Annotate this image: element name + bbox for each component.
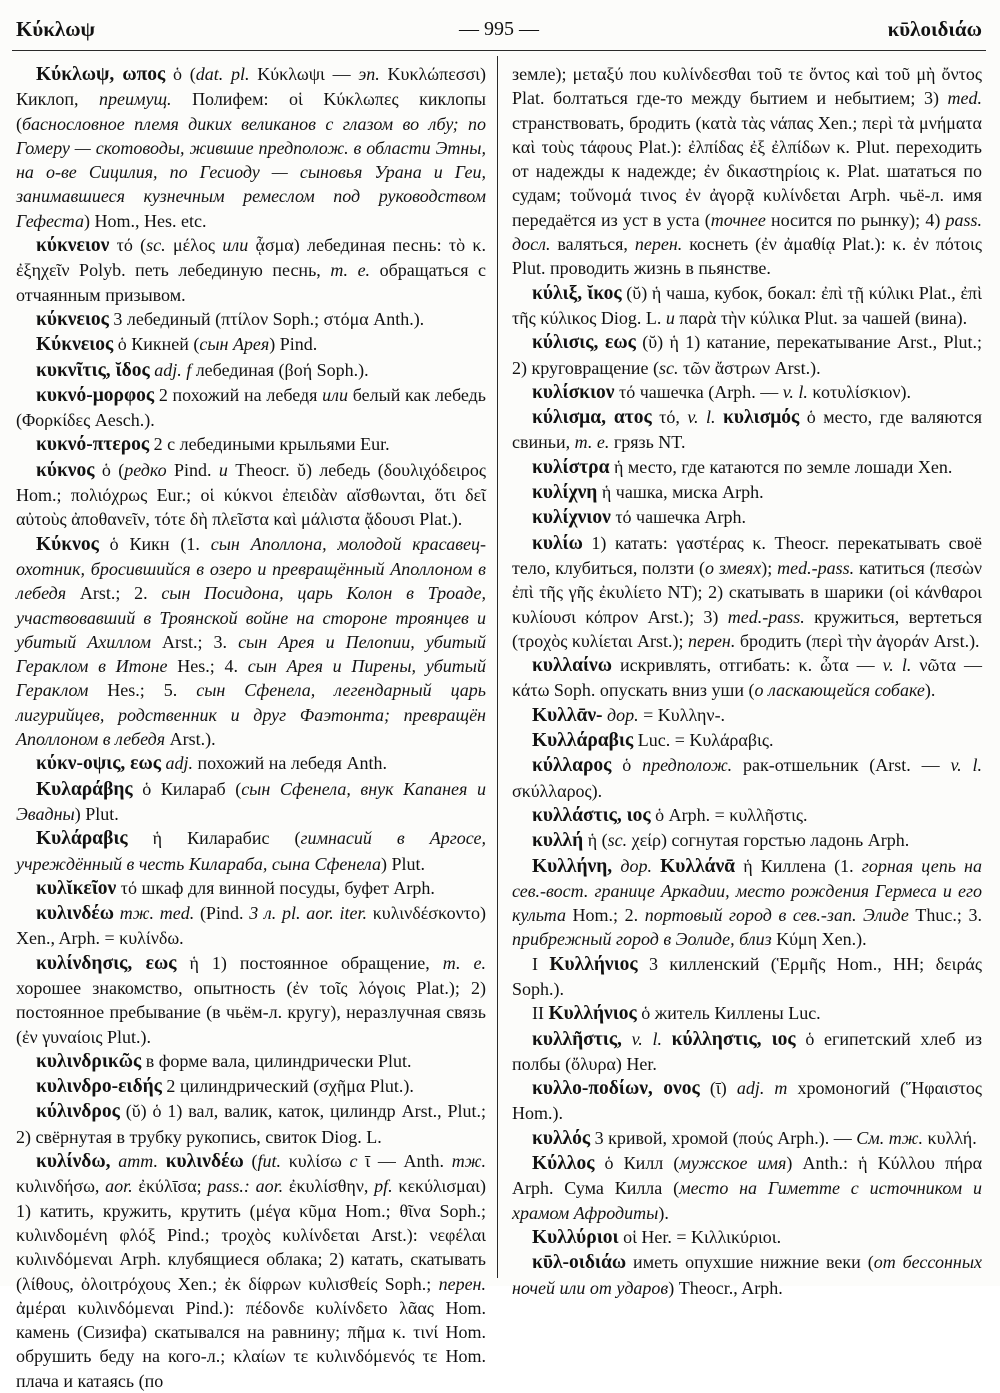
headword: κύκν-οψις, εως xyxy=(36,753,161,775)
headword: Κύλλος xyxy=(532,1153,595,1175)
headword: κύλληστις, ιος xyxy=(671,1028,796,1050)
dictionary-entry xyxy=(512,531,982,653)
italic-gloss: прибрежный город в Эолиде, близ xyxy=(512,929,772,950)
headword: κυκνῖτις, ῐδος xyxy=(36,359,150,381)
entry-text: χείρ) согнутая горстью ладонь Arph. xyxy=(627,830,910,851)
entry-text: μέλος xyxy=(165,235,223,256)
entry-text: κυλινδέσκοντο) Xen., Arph. = κυλίνδω. xyxy=(16,903,486,949)
italic-gloss: сын Посидона, царь Колон в Троаде, участвовавший в Троянской войне на стороне троянцев и убитый Ахиллом xyxy=(16,583,486,652)
headword: κυλῐκεῖον xyxy=(36,877,117,899)
entry-text: 3 кривой, хромой (πούς Arph.). — xyxy=(590,1127,857,1148)
entry-text: Pind. xyxy=(166,459,219,480)
entry-text: искривлять, отгибать: κ. ὦτα — xyxy=(612,655,883,676)
headword: Κύκνειος xyxy=(36,334,114,356)
italic-gloss: adj. xyxy=(165,753,193,774)
entry-text: ); xyxy=(761,557,778,578)
entry-text: Hes.; 5. xyxy=(88,680,197,701)
italic-gloss: pass. досл. xyxy=(512,209,982,255)
entry-text: коснеть (ἐν ἀμαθίᾳ Plat.): κ. ἐν πότοις Plut. проводить жизнь в пьянстве. xyxy=(512,234,983,279)
headword: κυκνό-μορφος xyxy=(36,384,155,406)
entry-text: ᾆσμα) лебединая песнь: τὸ κ. ἐξηχεῖν Polyb. петь лебединую песнь, xyxy=(16,235,486,281)
headword: κύλισμα, ατος xyxy=(532,407,652,429)
dictionary-entry xyxy=(512,728,982,753)
italic-gloss: med.-pass. xyxy=(727,606,805,627)
entry-text: τῶν ἄστρων Arst.). xyxy=(678,357,821,378)
headword: κυλίω xyxy=(532,532,583,554)
entry-text: κοτυλίσκιον). xyxy=(807,381,911,402)
italic-gloss: сын Арея и Пирены, убитый Гераклом xyxy=(16,656,486,701)
headword: Κυλλήνιος xyxy=(548,1003,637,1025)
dictionary-entry xyxy=(16,876,486,901)
entry-text: ἡ ( xyxy=(583,830,608,851)
entry-text: 3 килленский (Ἑρμῆς Hom., HH; δειράς Soph.). xyxy=(512,953,982,999)
entry-text: бродить (περὶ τὴν ἀγοράν Arst.). xyxy=(735,630,980,651)
entry-text xyxy=(652,856,660,876)
italic-gloss: и xyxy=(665,307,675,328)
italic-gloss: дор. xyxy=(620,855,652,876)
entry-text: σκύλλαρος). xyxy=(512,780,603,801)
dictionary-entry xyxy=(16,951,486,1049)
entry-text: носится по рынку); 4) xyxy=(765,209,946,230)
entry-text: кружиться, вертеться (τροχὸς κυλίεται Arst.); xyxy=(512,606,983,651)
italic-gloss: горная цепь на сев.-вост. границе Аркадии, место рождения Гермеса и его культа xyxy=(512,855,982,926)
entry-text: ὁ Килараб ( xyxy=(132,778,242,799)
dictionary-entry xyxy=(512,1225,982,1250)
entry-text: белый как лебедь (Φορκίδες Aesch.). xyxy=(16,384,486,431)
entry-text: ἡ чашка, миска Arph. xyxy=(597,482,764,503)
entry-text: (Pind. xyxy=(194,903,250,924)
entry-text: хромоногий (Ἥφαιστος Hom.). xyxy=(512,1078,983,1124)
dictionary-entry xyxy=(512,330,982,380)
headword: κύκνειος xyxy=(36,308,109,330)
italic-gloss: med.-pass. xyxy=(777,557,855,578)
italic-gloss: т. е. xyxy=(574,432,610,453)
italic-gloss: сын Арея и Пелопии, убитый Гераклом в Итоне xyxy=(16,631,486,677)
entry-text: Thuc.; 3. xyxy=(908,905,982,926)
headword: κυλινδρο-ειδής xyxy=(36,1076,162,1098)
entry-text: ἡ 1) постоянное обращение, xyxy=(176,952,443,973)
entry-text: Hes.; 4. xyxy=(167,656,248,677)
headword: Κυλλήνιος xyxy=(549,953,638,975)
headword: κυλινδέω xyxy=(165,1151,244,1173)
entry-text: Arst.; 2. xyxy=(66,583,162,604)
italic-gloss: pass.: aor. xyxy=(207,1176,284,1197)
entry-text: τό чашечка Arph. xyxy=(610,507,746,528)
entry-text: κεκύλισμαι) 1) катить, кружить, крутить (μέγα κῦμα Hom.; θῖνα Soph.; κυλινδομένη φλόξ Pind.; τροχὸς κυλίνδεται Arst.): νεφέλαι κυλινδόμεναι Arph. клубящиеся облака; 2) катать, скатывать (λίθους, ὀλοιτρόχους Xen.; ἐκ δίφρων κυλισθείς Soph.; xyxy=(16,1176,487,1294)
dictionary-entry xyxy=(512,405,982,455)
entry-text: Κυκλώπεσσι) Киклоп, xyxy=(16,64,486,110)
entry-text xyxy=(716,407,723,427)
page-header xyxy=(16,12,982,46)
headword: Κυλάραβις xyxy=(36,828,128,850)
entry-text: κυλινδήσω, xyxy=(16,1176,106,1197)
italic-gloss: fut. xyxy=(257,1151,281,1172)
headword: Κυλλάραβις xyxy=(532,730,634,752)
italic-gloss: от бессонных ночей или от ударов xyxy=(512,1252,983,1298)
dictionary-entry xyxy=(16,901,486,951)
italic-gloss: о ласкающейся собаке xyxy=(754,680,925,701)
dictionary-entry xyxy=(512,505,982,530)
headword: Κυλλήνη, xyxy=(532,855,613,877)
dictionary-entry xyxy=(16,826,486,876)
italic-gloss: перен. xyxy=(634,234,683,255)
italic-gloss: т. е. xyxy=(442,952,486,973)
headword: κυλλάστις, ιος xyxy=(532,804,651,826)
entry-text xyxy=(158,1151,166,1171)
italic-gloss: гимнасий в Аргосе, учреждённый в честь Килараба, сына Сфенела xyxy=(16,828,486,874)
entry-text: κυλλή. xyxy=(923,1127,977,1148)
column-divider xyxy=(497,56,498,1278)
dictionary-entry xyxy=(512,1126,982,1151)
italic-gloss: редко xyxy=(124,459,167,480)
dictionary-entry xyxy=(16,1149,486,1393)
entry-text: ὁ Arph. = κυλλῆστις. xyxy=(650,804,808,825)
entry-text: κυλίσω xyxy=(280,1151,350,1172)
entry-text: ). xyxy=(924,680,936,701)
italic-gloss: adj. f xyxy=(154,359,192,380)
dictionary-entry xyxy=(16,532,486,752)
entry-text: Κύκλωψι — xyxy=(249,64,359,84)
dictionary-entry xyxy=(16,432,486,457)
italic-gloss: эп. xyxy=(358,64,380,84)
headword: Κυλλᾱν- xyxy=(532,704,603,726)
entry-text: ἐκυλίσθην, xyxy=(283,1176,375,1197)
dictionary-entry xyxy=(16,777,486,827)
dictionary-entry xyxy=(16,383,486,433)
headword: κυλλο-ποδίων, ονος xyxy=(532,1078,700,1100)
entry-text: грязь NT. xyxy=(609,432,686,453)
headword: κύλλαρος xyxy=(532,755,612,777)
entry-text: τό чашечка (Arph. — xyxy=(614,381,783,402)
entry-text: обращаться с отчаянным призывом. xyxy=(16,260,486,305)
headword: κυλισμός xyxy=(723,407,800,429)
dictionary-entry xyxy=(16,458,486,532)
italic-gloss: сын Аполлона, молодой красавец-охотник, бросившийся в озеро и превращённый Аполлоном в лебедя xyxy=(16,533,487,604)
headword: κυλλός xyxy=(532,1127,591,1149)
dictionary-entry xyxy=(512,854,982,952)
page-number: — 995 — xyxy=(459,18,539,40)
italic-gloss: или xyxy=(322,384,349,405)
entry-text: Theocr. ῠ) лебедь (δουλιχόδειρος Hom.; πολιόχρως Eur.; οἱ κύκνοι ἐπειδὰν αἴσθωνται, ὅτι δεῖ αὐτοὺς ἀποθανεῖν, τότε δὴ πλεῖστα καὶ μάλιστα ᾄδουσι Plat.). xyxy=(16,459,487,530)
dictionary-entry xyxy=(16,62,486,233)
italic-gloss: сын Сфенела, легендарный царь лигурийцев, родственник и друг Фаэтонта; превращён Аполлоном в лебедя xyxy=(16,680,486,750)
italic-gloss: pf. xyxy=(374,1176,393,1197)
entry-text: 2 цилиндрический (σχῆμα Plut.). xyxy=(161,1076,414,1097)
entry-text: τό, xyxy=(651,407,688,428)
entry-text: хорошее знакомство, опытность (ἐν τοῖς λόγοις Plat.); 2) постоянное пребывание (в чьём-л. кругу), неразлучная связь (ἐν γυναίοις Plut.). xyxy=(16,977,486,1047)
italic-gloss: sc. xyxy=(659,357,679,378)
entry-text: ὁ Кикн (1. xyxy=(98,533,211,554)
entry-text: (ῠ) ἡ 1) катание, перекатывание Arst., Plut.; 2) круговращение ( xyxy=(512,332,982,378)
italic-gloss: v. l. xyxy=(631,1028,662,1049)
left-guide-word: Κύκλωψ xyxy=(16,16,96,41)
italic-gloss: aor. xyxy=(105,1176,133,1197)
entry-text: ὁ ( xyxy=(94,459,125,480)
right-column xyxy=(512,62,982,1300)
entry-text: иметь опухшие нижние веки ( xyxy=(626,1252,874,1273)
italic-gloss: с xyxy=(349,1151,358,1172)
headword: κυλίχνη xyxy=(532,482,598,504)
entry-text: лебединая (βοή Soph.). xyxy=(191,359,369,380)
italic-gloss: v. l. xyxy=(687,407,716,428)
entry-text: II xyxy=(532,1003,549,1024)
entry-text: ) Plut. xyxy=(74,803,119,824)
headword: Κυλλάνᾱ xyxy=(660,855,736,877)
entry-text: ὁ Килл ( xyxy=(594,1153,680,1174)
italic-gloss: тж. med. xyxy=(119,903,195,924)
italic-gloss: adj. m xyxy=(736,1078,788,1099)
italic-gloss: дор. xyxy=(607,704,639,725)
italic-gloss: сын Арея xyxy=(199,334,270,355)
headword: κυλίστρα xyxy=(532,456,610,478)
entry-text: ) Plut. xyxy=(380,853,425,874)
italic-gloss: перен. xyxy=(438,1273,486,1294)
headword: κυλλή xyxy=(532,830,584,852)
entry-text: ἐκύλῑσα; xyxy=(132,1176,208,1197)
headword: κύκνειον xyxy=(36,235,110,257)
italic-gloss: точнее xyxy=(710,209,766,230)
italic-gloss: и xyxy=(218,459,228,480)
entry-text: похожий на лебедя Anth. xyxy=(193,753,387,774)
italic-gloss: v. l. xyxy=(950,755,983,776)
headword: κυλινδέω xyxy=(36,903,114,925)
entry-text: ) Pind. xyxy=(269,334,318,355)
entry-text: ὁ xyxy=(611,755,643,776)
dictionary-entry xyxy=(512,753,982,803)
entry-text: (ῑ) xyxy=(699,1078,737,1099)
dictionary-entry xyxy=(512,803,982,828)
italic-gloss: 3 л. pl. aor. iter. xyxy=(249,903,367,924)
entry-text: 1) катать: γαστέρας κ. Theocr. перекатывать своё тело, клубиться, ползти ( xyxy=(512,532,982,578)
dictionary-entry xyxy=(16,1099,486,1149)
entry-text: земле); μεταξύ που κυλίνδεσθαι τοῦ τε ὄντος καὶ τοῦ μὴ ὄντος Plat. болтаться где-то между бытием и небытием; 3) xyxy=(512,64,982,109)
headword: κυλίνδησις, εως xyxy=(36,952,177,974)
dictionary-entry xyxy=(16,1074,486,1099)
dictionary-entry xyxy=(512,1250,982,1300)
headword: Κύκλωψ, ωπος xyxy=(36,64,166,85)
entry-text: ὁ египетский хлеб из полбы (ὄλυρα) Her. xyxy=(512,1028,982,1074)
italic-gloss: См. тж. xyxy=(856,1127,924,1148)
entry-text: ὁ житель Киллены Luc. xyxy=(636,1003,821,1024)
italic-gloss: мужское имя xyxy=(679,1153,787,1174)
dictionary-entry xyxy=(16,1049,486,1074)
italic-gloss: v. l. xyxy=(782,381,808,402)
left-column xyxy=(16,62,486,1393)
dictionary-entry xyxy=(16,307,486,332)
italic-gloss: перен. xyxy=(687,630,736,651)
entry-text: ) Hom., Hes. etc. xyxy=(83,210,207,231)
entry-text xyxy=(662,1029,672,1049)
dictionary-entry xyxy=(512,281,982,331)
entry-text: τό ( xyxy=(109,235,147,256)
dictionary-entry xyxy=(512,455,982,480)
headword: κύλινδρος xyxy=(36,1101,120,1123)
dictionary-entry xyxy=(512,1001,982,1026)
headword: κυλίσκιον xyxy=(532,381,615,403)
dictionary-entry xyxy=(16,233,486,307)
entry-text: Полифем: οἱ Κύκλωπες киклопы ( xyxy=(16,89,486,134)
dictionary-entry xyxy=(512,952,982,1002)
headword: κυλίνδω, xyxy=(36,1151,111,1173)
headword: κῡλ-οιδιάω xyxy=(532,1252,627,1274)
entry-text: ῑ — Anth. xyxy=(357,1151,452,1172)
italic-gloss: v. l. xyxy=(882,655,912,676)
dictionary-entry xyxy=(512,1027,982,1077)
headword: κυλλῆστις, xyxy=(532,1028,622,1050)
dictionary-entry xyxy=(512,380,982,405)
entry-text: = Κυλλην-. xyxy=(638,704,726,725)
entry-text: Arst.; 3. xyxy=(150,631,239,652)
entry-text: Luc. = Κυλάραβις. xyxy=(633,730,774,751)
dictionary-entry xyxy=(512,703,982,728)
italic-gloss: преимущ. xyxy=(99,89,172,110)
dictionary-entry xyxy=(512,653,982,703)
headword: κυλινδρικῶς xyxy=(36,1050,142,1072)
entry-text: валяться, xyxy=(550,234,635,255)
italic-gloss: тж. xyxy=(451,1151,487,1172)
headword: κύκνος xyxy=(36,459,95,481)
header-rule xyxy=(12,50,986,51)
entry-text: 2 с лебедиными крыльями Eur. xyxy=(149,434,390,455)
headword: Κυλαράβης xyxy=(36,778,133,800)
entry-text: катиться (πεσὼν ἐπὶ τῆς γῆς ἐκυλίετο NT); 2) скатывать в шарики (οἱ κάνθαροι κυλίουσι κόπρον Arst.); 3) xyxy=(512,557,982,627)
italic-gloss: атт. xyxy=(118,1151,158,1172)
entry-text: ὁ Кикней ( xyxy=(113,334,200,355)
italic-gloss: med. xyxy=(947,88,982,109)
dictionary-entry xyxy=(512,480,982,505)
italic-gloss: dat. pl. xyxy=(195,64,250,84)
entry-text: ). xyxy=(658,1202,669,1223)
dictionary-entry xyxy=(16,358,486,383)
italic-gloss: место на Гиметте с источником и храмом Афродиты xyxy=(512,1178,982,1223)
headword: κυκνό-πτερος xyxy=(36,434,150,456)
italic-gloss: предполож. xyxy=(642,755,733,776)
right-guide-word: κῡλοιδιάω xyxy=(887,16,982,41)
dictionary-entry xyxy=(512,62,982,281)
italic-gloss: т. е. xyxy=(330,260,371,281)
italic-gloss: о змеях xyxy=(705,557,762,578)
dictionary-entry xyxy=(16,332,486,357)
dictionary-entry xyxy=(512,828,982,853)
headword: Κύκνος xyxy=(36,533,99,555)
entry-text: ἡ место, где катаются по земле лошади Xen. xyxy=(609,456,953,477)
entry-text: Arst.). xyxy=(165,729,216,750)
dictionary-entry xyxy=(16,751,486,776)
entry-text: 2 похожий на лебедя xyxy=(154,384,323,405)
entry-text: в форме вала, цилиндрически Plut. xyxy=(141,1050,412,1071)
italic-gloss: или xyxy=(222,235,249,256)
headword: κυλίχνιον xyxy=(532,507,611,529)
entry-text: ἡ Киларабис ( xyxy=(127,828,301,849)
italic-gloss: портовый город в сев.-зап. Элиде xyxy=(644,905,909,926)
entry-text: τό шкаф для винной посуды, буфет Arph. xyxy=(116,877,435,898)
entry-text: ( xyxy=(243,1151,258,1172)
entry-text: рак-отшельник (Arst. — xyxy=(732,755,951,776)
entry-text: I xyxy=(532,953,550,974)
entry-text: ὁ место, где валяются свиньи, xyxy=(512,407,982,453)
entry-text: Κύμη Xen.). xyxy=(771,929,867,950)
entry-text: παρὰ τὴν κύλικα Plut. за чашей (вина). xyxy=(674,307,968,328)
entry-text: ὁ ( xyxy=(165,64,196,84)
italic-gloss: sc. xyxy=(607,830,628,851)
headword: Κυλλύριοι xyxy=(532,1226,619,1248)
entry-text: (ῠ) ὁ 1) вал, валик, каток, цилиндр Arst., Plut.; 2) свёрнутая в трубку рукопись, свиток Diog. L. xyxy=(16,1101,486,1147)
entry-text: ) Theocr., Arph. xyxy=(668,1277,783,1298)
dictionary-entry xyxy=(512,1076,982,1126)
entry-text: Hom.; 2. xyxy=(565,905,645,926)
italic-gloss: баснословное племя диких великанов с глазом во лбу; по Гомеру — скотоводы, жившие предполож. в области Этны, на о-ве Сицилия, по Гесиоду — сыновья Урана и Геи, занимавшиеся кузнечным ремеслом под руководством Гефеста xyxy=(16,113,486,231)
dictionary-entry xyxy=(512,1151,982,1225)
italic-gloss: сын Сфенела, внук Капанея и Эвадны xyxy=(16,778,486,824)
entry-text: странствовать, бродить (κατὰ τὰς νάπας Xen.; περὶ τὰ μνήματα καὶ τοὺς τάφους Plat.): ἐλπίδας ἐξ ἐλπίδων κ. Plut. переходить от надежды к надежде; ἐν δικαστηρίοις κ. Plat. шататься по судам; τοὔνομά τινος ἐν ἀγορᾷ κυλίνδεται Arph. чьё-л. имя передаётся из уст в уста ( xyxy=(512,112,982,230)
entry-text: νῶτα — κάτω Soph. опускать вниз уши ( xyxy=(512,655,982,701)
headword: κύλισις, εως xyxy=(532,332,636,354)
entry-text: 3 лебединый (πτίλον Soph.; στόμα Anth.). xyxy=(108,308,425,329)
headword: κύλιξ, ῐκος xyxy=(532,282,622,304)
entry-text: ) Anth.: ἡ Κύλλου πήρα Arph. Сума Килла ( xyxy=(512,1153,982,1199)
entry-text: ἡ Киллена (1. xyxy=(735,855,862,876)
entry-text: (ῠ) ἡ чаша, кубок, бокал: ἐπὶ τῇ κύλικι Plat., ἐπὶ τῆς κύλικος Diog. L. xyxy=(512,282,982,328)
entry-text: οἱ Her. = Κιλλικύριοι. xyxy=(618,1226,782,1247)
entry-text: ἀμέραι κυλινδόμεναι Pind.): πέδονδε κυλίνδετο λᾶας Hom. камень (Сизифа) скатывался на равнину; πῆμα κ. τινί Hom. обрушить беду на кого-л.; κλαίων τε κυλινδόμενός τε Hom. плача и катаясь (по xyxy=(16,1297,486,1391)
italic-gloss: sc. xyxy=(146,235,166,256)
headword: κυλλαίνω xyxy=(532,655,612,677)
entry-text xyxy=(622,1029,632,1049)
